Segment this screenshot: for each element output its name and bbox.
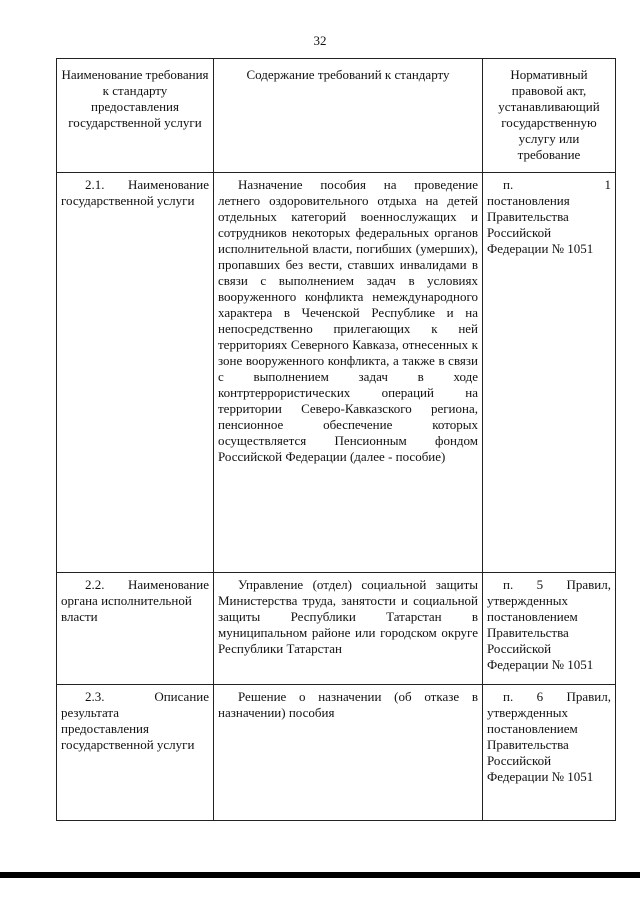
requirement-name-cell (57, 173, 214, 573)
table-row (57, 573, 616, 685)
legal-act-rest: постановления Правительства Российской Федерации № 1051 (487, 193, 594, 256)
legal-act-rest: утвержденных постановлением Правительства Российской Федерации № 1051 (487, 593, 594, 672)
page-number: 32 (313, 33, 327, 48)
requirement-name-rest: результата предоставления государственной услуги (61, 705, 195, 752)
header-requirement-name: Наименование требования к стандарту предоставления государственной услуги (57, 59, 214, 173)
requirement-name-rest: органа исполнительной власти (61, 593, 192, 624)
header-requirement-content: Содержание требований к стандарту (214, 59, 483, 173)
requirement-name-rest: государственной услуги (61, 193, 195, 208)
table-header-row (57, 59, 616, 173)
requirement-name-first: 2.3. Описание (85, 689, 209, 704)
legal-act-cell (483, 173, 616, 573)
requirement-name-first: 2.1. Наименование (85, 177, 209, 192)
table-row (57, 685, 616, 821)
legal-act-rest: утвержденных постановлением Правительства Российской Федерации № 1051 (487, 705, 594, 784)
legal-act-first: п. 1 (503, 177, 611, 192)
requirement-content-cell: Управление (отдел) социальной защиты Министерства труда, занятости и социальной защиты Республики Татарстан в муниципальном районе или городском округе Республики Татарстан (214, 573, 483, 685)
scan-bottom-edge (0, 872, 640, 878)
requirement-name-cell (57, 573, 214, 685)
requirement-content-cell: Назначение пособия на проведение летнего оздоровительного отдыха на детей отдельных категорий военнослужащих и сотрудников некоторых федеральных органов исполнительной власти, погибших (умерших), пропавших без вести, ставших инвалидами в связи с выполнением задач в условиях вооруженного конфликта немеждународного характера в Чеченской Республике и на непосредственно прилегающих к ней территориях Северного Кавказа, отнесенных к зоне вооруженного конфликта, а также в связи с выполнением задач в ходе контртеррористических операций на территории Северо-Кавказского региона, пенсионное обеспечение которых осуществляется Пенсионным фондом Российской Федерации (далее - пособие) (214, 173, 483, 573)
requirement-name-first: 2.2. Наименование (85, 577, 209, 592)
legal-act-cell (483, 685, 616, 821)
legal-act-first: п. 5 Правил, (503, 577, 611, 592)
legal-act-cell (483, 573, 616, 685)
requirement-content-cell: Решение о назначении (об отказе в назначении) пособия (214, 685, 483, 821)
header-legal-act: Нормативный правовой акт, устанавливающий государственную услугу или требование (483, 59, 616, 173)
legal-act-first: п. 6 Правил, (503, 689, 611, 704)
requirement-name-cell (57, 685, 214, 821)
table-row (57, 173, 616, 573)
requirements-table (56, 58, 616, 821)
